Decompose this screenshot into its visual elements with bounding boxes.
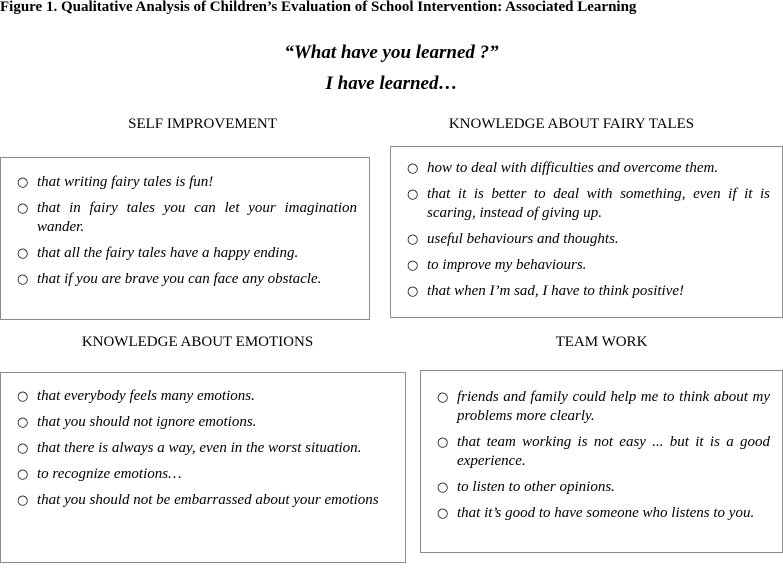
- list-item: ○ that if you are brave you can face any obstacle.: [17, 271, 322, 287]
- list-item: ○ to improve my behaviours.: [407, 257, 587, 273]
- bullet-circle-icon: ○: [17, 441, 29, 456]
- list-item: ○ that it is better to deal with something, even if it is scaring, instead of giving up.: [407, 186, 770, 221]
- answer-lead-text: I have learned…: [325, 73, 458, 94]
- team-work-box: [420, 370, 783, 553]
- list-item: ○ that writing fairy tales is fun!: [17, 174, 214, 190]
- list-item: ○ that you should not ignore emotions.: [17, 414, 257, 430]
- list-item: ○ that when I’m sad, I have to think positive!: [407, 283, 685, 299]
- bullet-circle-icon: ○: [17, 467, 29, 482]
- bullet-circle-icon: ○: [17, 389, 29, 404]
- self-improvement-box: [0, 157, 370, 320]
- emotions-box: [0, 372, 406, 563]
- bullet-circle-icon: ○: [17, 175, 29, 190]
- list-item: ○ that it’s good to have someone who listens to you.: [437, 505, 755, 521]
- list-item: ○ that team working is not easy ... but it is a good experience.: [437, 434, 770, 469]
- list-item: ○ how to deal with difficulties and overcome them.: [407, 160, 719, 176]
- bullet-circle-icon: ○: [407, 232, 419, 247]
- bullet-circle-icon: ○: [17, 493, 29, 508]
- emotions-heading: KNOWLEDGE ABOUT EMOTIONS: [81, 334, 314, 350]
- bullet-circle-icon: ○: [437, 390, 449, 405]
- team-work-heading: TEAM WORK: [555, 334, 648, 350]
- self-improvement-heading: SELF IMPROVEMENT: [128, 116, 277, 132]
- bullet-circle-icon: ○: [407, 161, 419, 176]
- list-item: ○ that in fairy tales you can let your imagination wander.: [17, 200, 357, 235]
- bullet-circle-icon: ○: [407, 284, 419, 299]
- self-improvement-list: [1, 173, 369, 289]
- bullet-circle-icon: ○: [437, 506, 449, 521]
- list-item: ○ to recognize emotions…: [17, 466, 182, 482]
- list-item: ○ that there is always a way, even in the worst situation.: [17, 440, 362, 456]
- list-item: ○ that you should not be embarrassed about your emotions: [17, 492, 379, 508]
- list-item: ○ to listen to other opinions.: [437, 479, 615, 495]
- figure-title: Figure 1. Qualitative Analysis of Children’s Evaluation of School Intervention: Associated Learning: [0, 0, 637, 15]
- team-work-list: [421, 388, 782, 523]
- emotions-list: [1, 387, 405, 510]
- fairy-tales-box: [390, 146, 783, 318]
- question-text: “What have you learned ?”: [284, 42, 499, 63]
- bullet-circle-icon: ○: [407, 187, 419, 202]
- bullet-circle-icon: ○: [407, 258, 419, 273]
- fairy-tales-heading: KNOWLEDGE ABOUT FAIRY TALES: [448, 116, 695, 132]
- bullet-circle-icon: ○: [17, 246, 29, 261]
- bullet-circle-icon: ○: [437, 480, 449, 495]
- list-item: ○ that all the fairy tales have a happy ending.: [17, 245, 299, 261]
- list-item: ○ friends and family could help me to think about my problems more clearly.: [437, 389, 770, 424]
- list-item: ○ that everybody feels many emotions.: [17, 388, 255, 404]
- bullet-circle-icon: ○: [17, 272, 29, 287]
- list-item: ○ useful behaviours and thoughts.: [407, 231, 619, 247]
- bullet-circle-icon: ○: [17, 201, 29, 216]
- bullet-circle-icon: ○: [437, 435, 449, 450]
- fairy-tales-list: [391, 159, 782, 301]
- bullet-circle-icon: ○: [17, 415, 29, 430]
